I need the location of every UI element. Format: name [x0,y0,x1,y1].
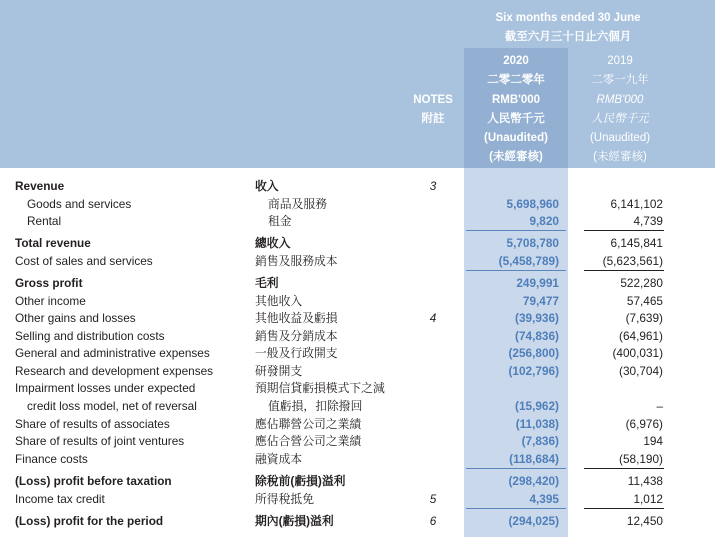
value-2020: (7,836) [521,434,559,448]
value-2019: 6,145,841 [610,236,663,250]
row-label-zh: 其他收入 [255,294,303,308]
row-label: Income tax credit [15,492,105,506]
row-label-zh: 銷售及服務成本 [255,254,338,268]
table-row [0,450,715,468]
value-2020: (74,836) [515,329,559,343]
table-row [0,362,715,380]
period-title: Six months ended 30 June [495,12,641,24]
value-2020: (102,796) [508,364,559,378]
row-label: Research and development expenses [15,364,214,378]
value-2019: 522,280 [620,276,663,290]
value-2019: 194 [643,434,663,448]
row-note: 3 [429,179,437,193]
col-2020-status: (Unaudited) [484,132,548,144]
col-2020-year-zh: 二零二零年 [487,74,545,86]
row-label-zh: 除稅前(虧損)溢利 [255,474,346,488]
row-label-zh: 值虧損，扣除撥回 [268,399,363,413]
value-2020: (39,936) [515,311,559,325]
table-row [0,490,715,508]
value-2020: (15,962) [515,399,559,413]
value-2019: (64,961) [619,329,663,343]
value-2020: (256,800) [508,346,559,360]
value-2020: 4,395 [529,492,559,506]
value-2020: 5,698,960 [506,197,559,211]
row-label-zh: 期內(虧損)溢利 [255,514,334,528]
period-title-zh: 截至六月三十日止六個月 [504,31,632,43]
table-row [0,327,715,345]
table-row [0,432,715,450]
subtotal-line-2020 [466,468,566,469]
row-label: Other gains and losses [15,311,136,325]
row-label: Impairment losses under expected [15,381,196,395]
row-label-zh: 銷售及分銷成本 [255,329,338,343]
value-2020: 9,820 [529,214,559,228]
col-2020-year: 2020 [503,55,529,67]
row-note: 6 [429,514,437,528]
col-2019-status: (Unaudited) [589,132,651,144]
value-2019: 11,438 [627,474,663,488]
value-2019: (30,704) [619,364,663,378]
row-label-zh: 租金 [268,214,292,228]
table-row [0,195,715,213]
row-label-zh: 其他收益及虧損 [255,311,338,325]
table-row [0,292,715,310]
table-row [0,344,715,362]
col-2019-year: 2019 [607,55,633,67]
value-2019: 6,141,102 [610,197,663,211]
subtotal-line-2019 [584,468,664,469]
table-row [0,177,715,195]
row-label: Share of results of joint ventures [15,434,185,448]
row-label-zh: 預期信貸虧損模式下之減 [255,381,385,395]
row-label-zh: 收入 [255,179,279,193]
row-label-zh: 應佔聯營公司之業績 [255,417,362,431]
row-label: Goods and services [27,197,132,211]
value-2019: 57,465 [626,294,663,308]
row-note: 4 [429,311,437,325]
value-2020: (298,420) [508,474,559,488]
col-2020-unit: RMB'000 [491,94,541,106]
table-row [0,415,715,433]
col-2019-year-zh: 二零一九年 [591,74,649,86]
subtotal-line-2020 [466,508,566,509]
col-2019-status-zh: (未經審核) [593,151,647,163]
subtotal-line-2019 [584,508,664,509]
table-row [0,309,715,327]
value-2020: 249,991 [516,276,559,290]
row-label-zh: 所得稅抵免 [255,492,314,506]
value-2019: – [656,399,663,413]
subtotal-line-2019 [584,270,664,271]
table-row [0,397,715,415]
row-label-zh: 總收入 [255,236,291,250]
row-label: Total revenue [15,236,91,250]
table-row [0,472,715,490]
row-label-zh: 一般及行政開支 [255,346,338,360]
col-2019-unit: RMB'000 [596,94,644,106]
value-2019: 1,012 [633,492,663,506]
value-2020: (118,684) [509,452,559,466]
row-label: Selling and distribution costs [15,329,165,343]
row-label: Cost of sales and services [15,254,153,268]
table-row [0,234,715,252]
value-2019: (5,623,561) [602,254,663,268]
table-row [0,379,715,397]
row-label-zh: 融資成本 [255,452,303,466]
notes-header-zh: 附註 [421,113,445,125]
value-2019: (400,031) [612,346,663,360]
subtotal-line-2019 [584,230,664,231]
table-row [0,274,715,292]
value-2020: 79,477 [522,294,559,308]
row-label: Gross profit [15,276,83,290]
value-2019: (6,976) [625,417,663,431]
value-2019: (7,639) [625,311,663,325]
col-2020-unit-zh: 人民幣千元 [487,113,545,125]
value-2020: (5,458,789) [498,254,559,268]
table-row [0,212,715,230]
row-label: Revenue [15,179,65,193]
row-label: Share of results of associates [15,417,170,431]
value-2019: (58,190) [619,452,663,466]
value-2019: 4,739 [633,214,663,228]
row-label: (Loss) profit before taxation [15,474,172,488]
row-label: Finance costs [15,452,88,466]
value-2019: 12,450 [626,514,663,528]
row-label-zh: 毛利 [255,276,279,290]
row-label-zh: 研發開支 [255,364,303,378]
value-2020: (11,038) [515,417,559,431]
row-label-zh: 商品及服務 [268,197,327,211]
subtotal-line-2020 [466,230,566,231]
subtotal-line-2020 [466,270,566,271]
row-label: Rental [27,214,62,228]
row-label: credit loss model, net of reversal [27,399,197,413]
row-label: Other income [15,294,86,308]
table-row [0,512,715,530]
col-2019-unit-zh: 人民幣千元 [591,113,649,125]
row-label-zh: 應佔合營公司之業績 [255,434,362,448]
row-label: General and administrative expenses [15,346,210,360]
value-2020: 5,708,780 [506,236,559,250]
table-row [0,252,715,270]
row-note: 5 [429,492,437,506]
value-2020: (294,025) [508,514,559,528]
col-2020-status-zh: (未經審核) [489,151,543,163]
row-label: (Loss) profit for the period [15,514,164,528]
notes-header: NOTES [413,94,453,106]
